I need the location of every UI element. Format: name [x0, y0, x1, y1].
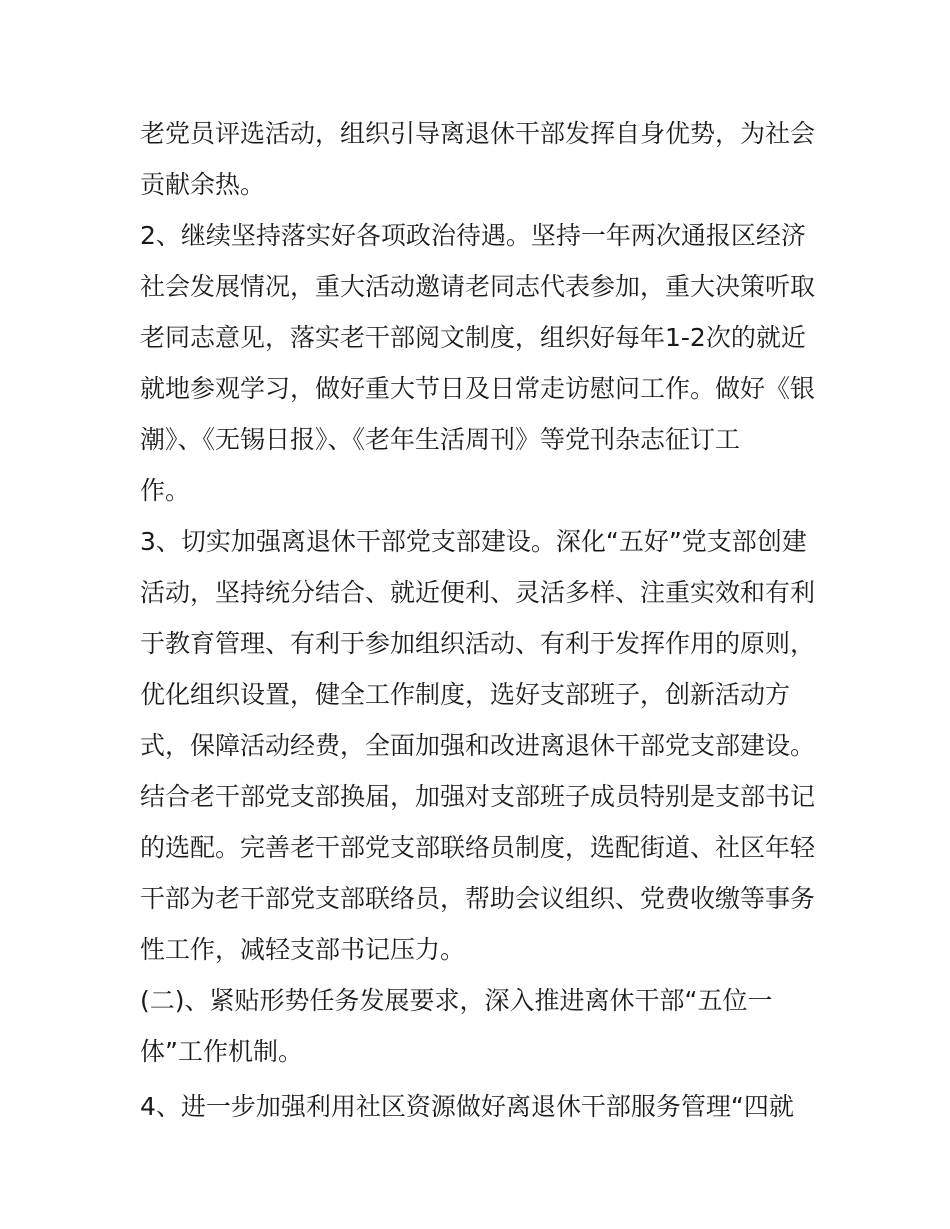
text-line: 作。	[140, 476, 191, 505]
text-line: 式，保障活动经费，全面加强和改进离退休干部党支部建设。	[140, 731, 816, 760]
text-line: 社会发展情况，重大活动邀请老同志代表参加，重大决策听取	[140, 272, 816, 301]
text-line: 活动，坚持统分结合、就近便利、灵活多样、注重实效和有利	[140, 578, 816, 607]
text-line: 老同志意见，落实老干部阅文制度，组织好每年1-2次的就近	[140, 323, 806, 352]
text-line: 就地参观学习，做好重大节日及日常走访慰问工作。做好《银	[140, 374, 816, 403]
text-line: 贡献余热。	[140, 170, 266, 199]
section-heading: 体”工作机制。	[140, 1037, 303, 1066]
text-line: 老党员评选活动，组织引导离退休干部发挥自身优势，为社会	[140, 119, 816, 148]
text-line: 于教育管理、有利于参加组织活动、有利于发挥作用的原则，	[140, 629, 816, 658]
text-line: 4、进一步加强利用社区资源做好离退休干部服务管理“四就	[140, 1092, 794, 1121]
text-line: 的选配。完善老干部党支部联络员制度，选配街道、社区年轻	[140, 833, 816, 862]
text-line: 优化组织设置，健全工作制度，选好支部班子，创新活动方	[140, 680, 791, 709]
text-line: 潮》、《无锡日报》、《老年生活周刊》等党刊杂志征订工	[140, 425, 741, 454]
text-line: 3、切实加强离退休干部党支部建设。深化“五好”党支部创建	[140, 527, 807, 556]
section-heading: (二)、紧贴形势任务发展要求，深入推进离休干部“五位一	[140, 986, 773, 1015]
text-line: 干部为老干部党支部联络员，帮助会议组织、党费收缴等事务	[140, 884, 816, 913]
text-line: 性工作，减轻支部书记压力。	[140, 935, 466, 964]
text-line: 结合老干部党支部换届，加强对支部班子成员特别是支部书记	[140, 782, 816, 811]
text-line: 2、继续坚持落实好各项政治待遇。坚持一年两次通报区经济	[140, 221, 806, 250]
document-body	[140, 108, 830, 1132]
